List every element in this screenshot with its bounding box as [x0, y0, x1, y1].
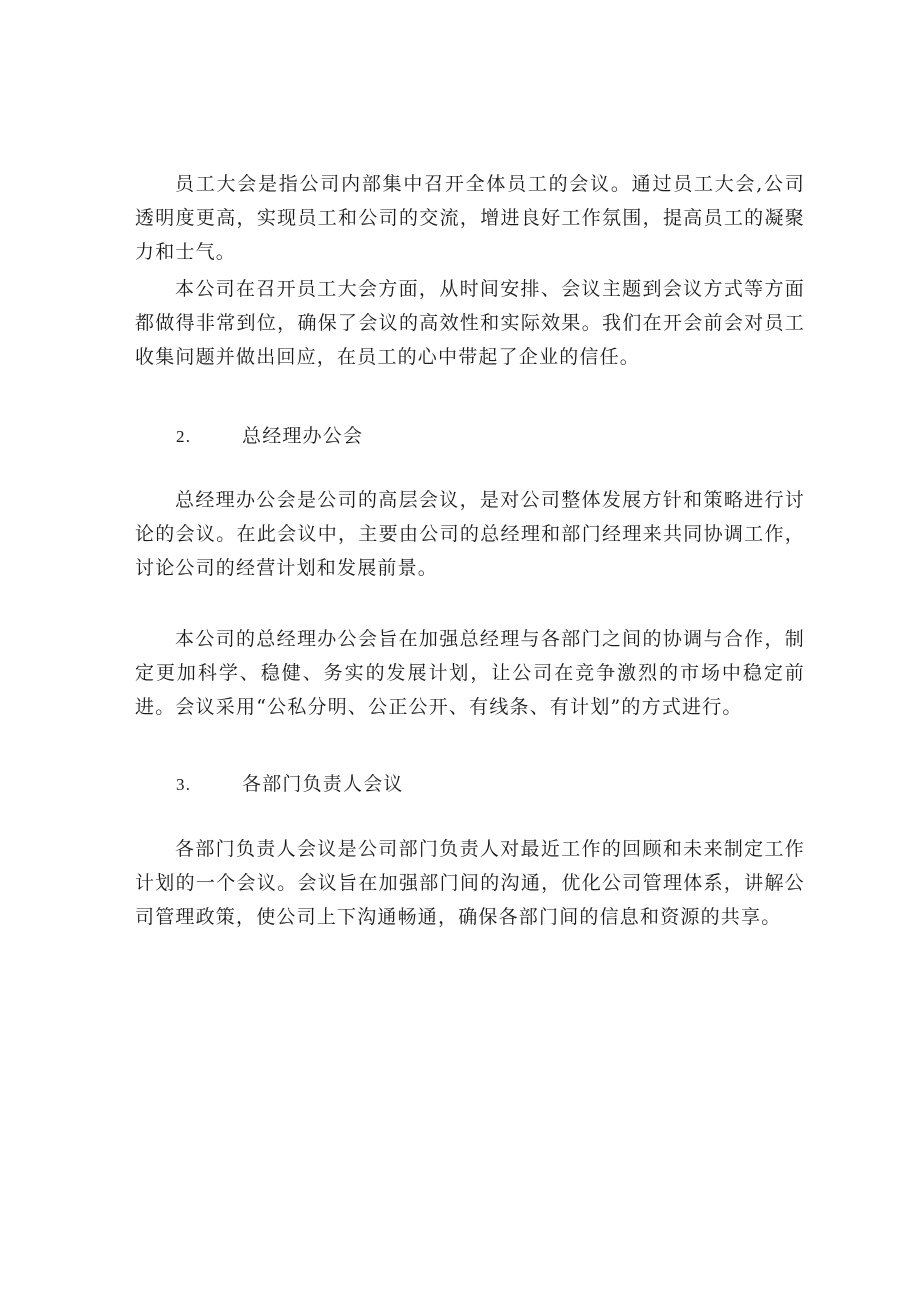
paragraph-general-manager-meeting-intro: 总经理办公会是公司的高层会议，是对公司整体发展方针和策略进行讨论的会议。在此会议中，主要由公司的总经理和部门经理来共同协调工作，讨论公司的经营计划和发展前景。 [135, 489, 805, 579]
section-number: 3. [176, 775, 192, 794]
section-heading-general-manager-meeting [176, 419, 363, 454]
section-title: 总经理办公会 [242, 425, 364, 447]
paragraph-department-heads-meeting: 各部门负责人会议是公司部门负责人对最近工作的回顾和未来制定工作计划的一个会议。会议旨在加强部门间的沟通，优化公司管理体系，讲解公司管理政策，使公司上下沟通畅通，确保各部门间的信息和资源的共享。 [135, 838, 805, 928]
paragraph-general-manager-meeting-purpose: 本公司的总经理办公会旨在加强总经理与各部门之间的协调与合作，制定更加科学、稳健、务实的发展计划，让公司在竞争激烈的市场中稳定前进。会议采用“公私分明、公正公开、有线条、有计划”的方式进行。 [135, 628, 805, 718]
section-heading-department-heads-meeting [176, 767, 404, 802]
paragraph-staff-meeting-practice: 本公司在召开员工大会方面，从时间安排、会议主题到会议方式等方面都做得非常到位，确保了会议的高效性和实际效果。我们在开会前会对员工收集问题并做出回应，在员工的心中带起了企业的信任。 [135, 278, 805, 368]
paragraph-staff-meeting-intro: 员工大会是指公司内部集中召开全体员工的会议。通过员工大会,公司透明度更高，实现员工和公司的交流，增进良好工作氛围，提高员工的凝聚力和士气。 [135, 173, 805, 263]
section-number: 2. [176, 427, 192, 446]
section-title: 各部门负责人会议 [242, 773, 404, 795]
